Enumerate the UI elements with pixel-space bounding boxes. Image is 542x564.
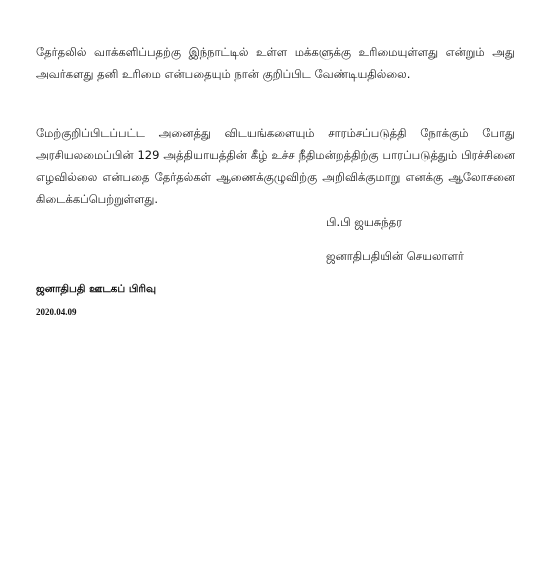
paragraph-voting-right: தேர்தலில் வாக்களிப்பதற்கு இந்நாட்டில் உள்ள மக்களுக்கு உரிமையுள்ளது என்றும் அது அவர்களது தனி உரிமை என்பதையும் நான் குறிப்பிட வேண்டியதில்லை. bbox=[36, 45, 515, 81]
signatory-title: ஜனாதிபதியின் செயலாளர் bbox=[326, 249, 464, 263]
paragraph-constitution-advice: மேற்குறிப்பிடப்பட்ட அனைத்து விடயங்களையும் சாரம்சப்படுத்தி நோக்கும் போது அரசியலமைப்பின் 129 அத்தியாயத்தின் கீழ் உச்ச நீதிமன்றத்திற்கு பாரப்படுத்தும் பிரச்சினை எழவில்லை என்பதை தேர்தல்கள் ஆணைக்குழுவிற்கு அறிவிக்குமாறு எனக்கு ஆலோசனை கிடைக்கப்பெற்றுள்ளது. bbox=[36, 126, 515, 206]
issuer-division: ஜனாதிபதி ஊடகப் பிரிவு bbox=[36, 283, 157, 295]
issue-date: 2020.04.09 bbox=[36, 307, 77, 317]
signatory-name: பி.பி ஜயசுந்தர bbox=[326, 215, 403, 229]
